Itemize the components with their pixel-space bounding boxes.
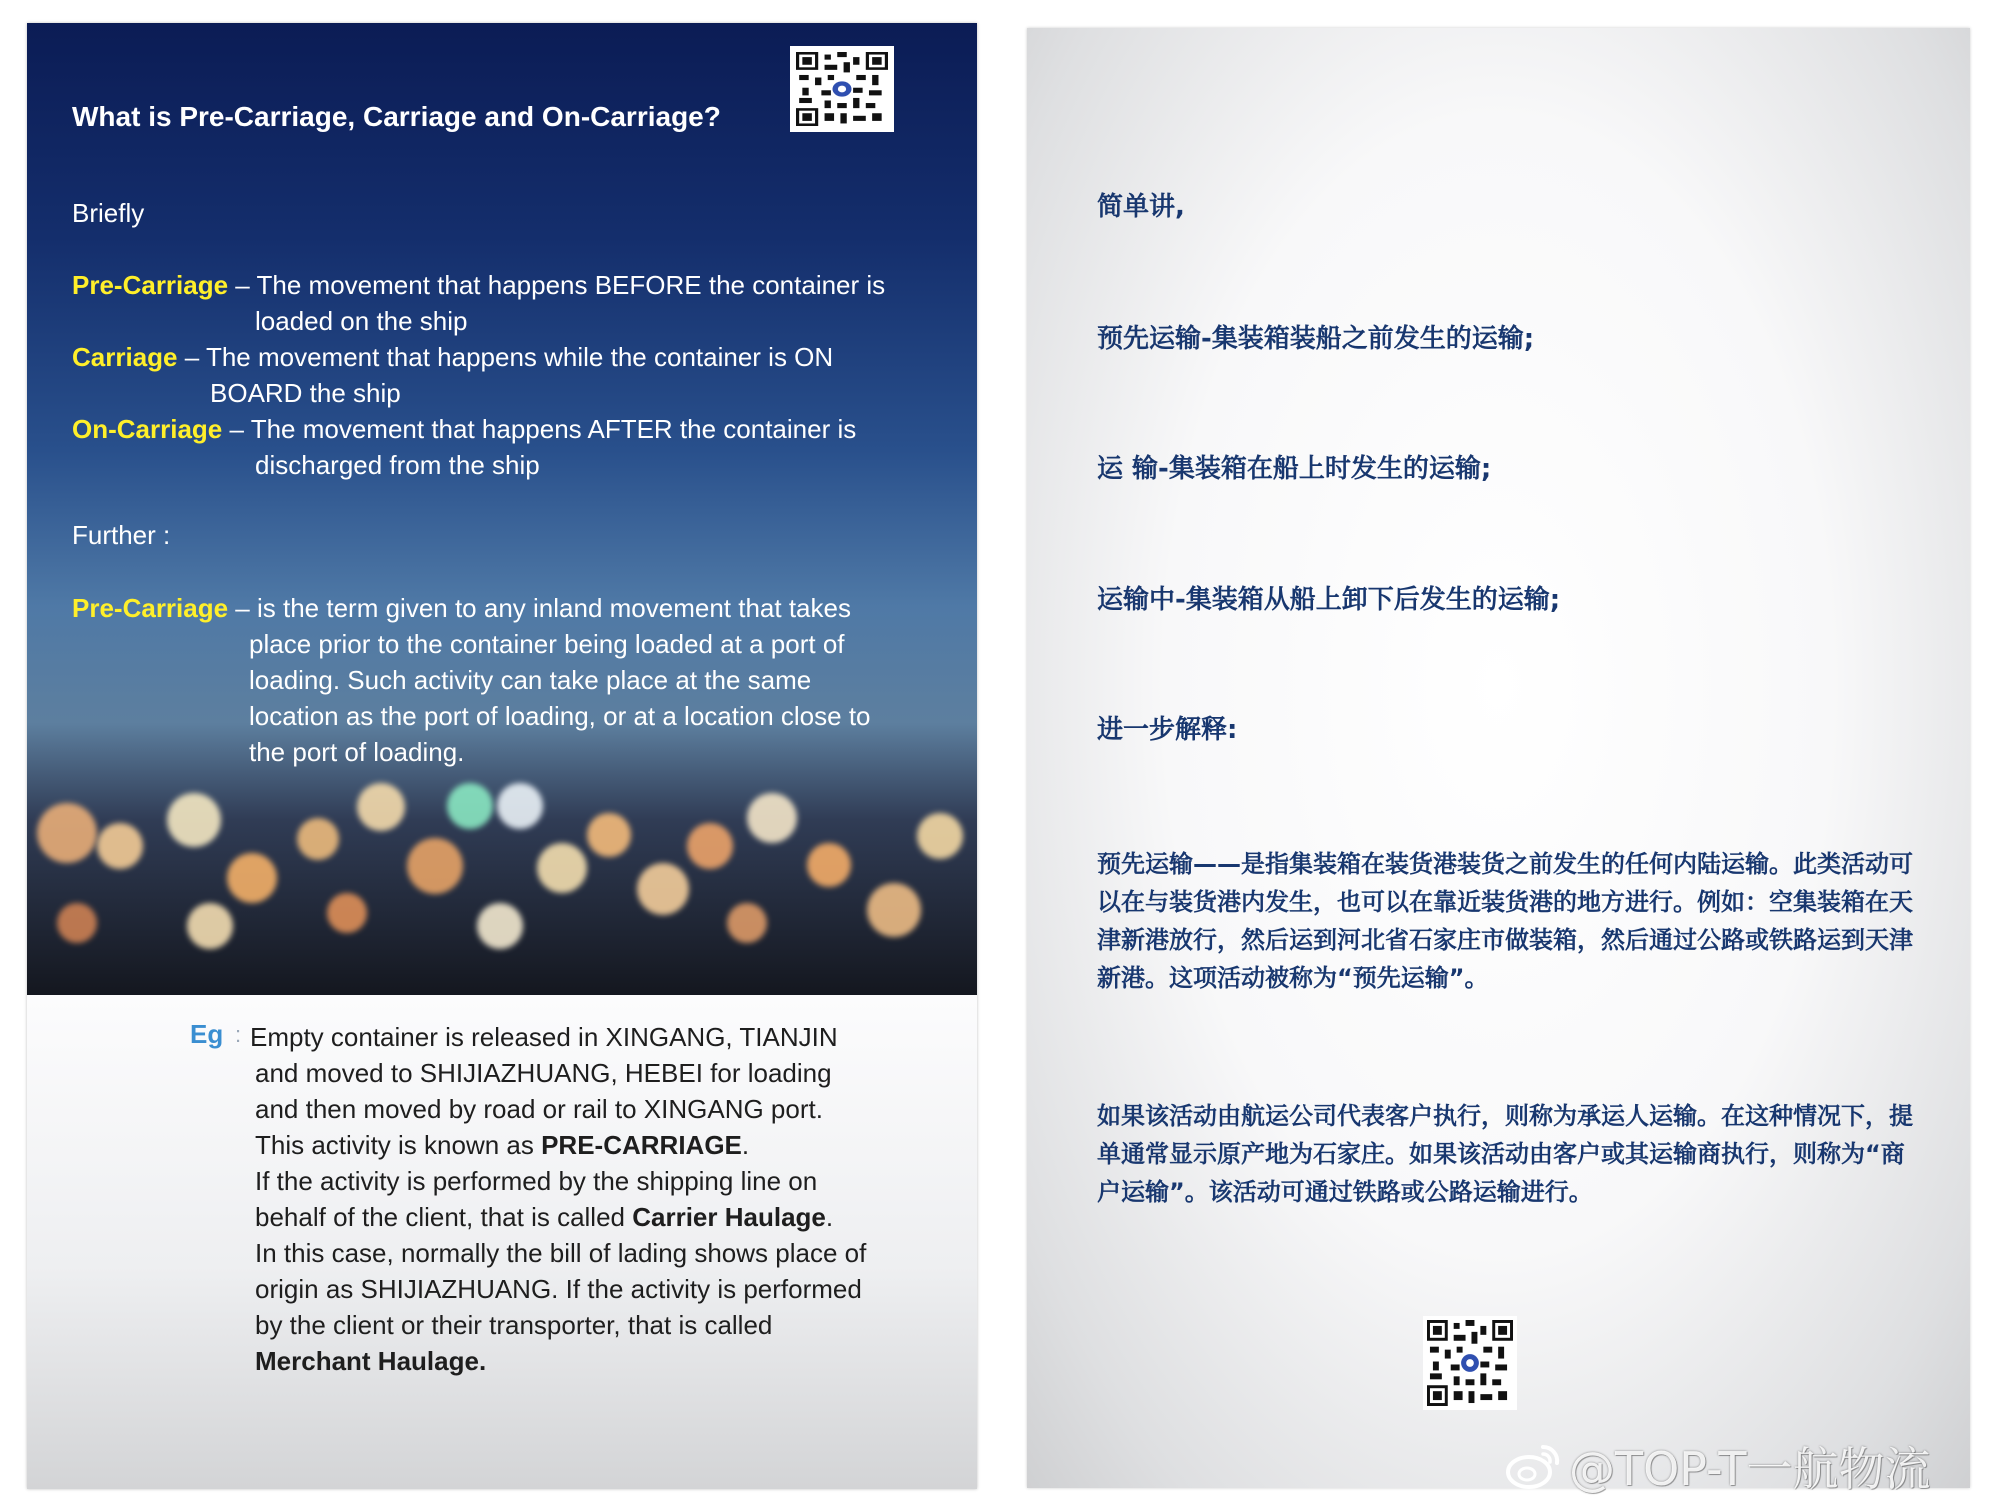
definition-text: – The movement that happens while the container is ON — [177, 342, 834, 372]
weibo-watermark — [1505, 1433, 1931, 1499]
intro-text: 简单讲, — [1097, 192, 1185, 222]
definition-on-carriage-zh: 运输中-集装箱从船上卸下后发生的运输; — [1097, 585, 1561, 615]
left-card-english — [27, 23, 977, 1489]
definition-continuation: the port of loading. — [249, 737, 465, 767]
further-label: Further : — [72, 520, 171, 550]
further-label-zh: 进一步解释: — [1097, 715, 1238, 745]
qr-code-icon — [790, 46, 894, 132]
page-title: What is Pre-Carriage, Carriage and On-Carriage? — [72, 101, 721, 132]
example-line: by the client or their transporter, that is called — [255, 1310, 773, 1340]
term-label: Pre-Carriage — [72, 593, 229, 623]
example-line: Empty container is released in XINGANG, TIANJIN — [250, 1022, 838, 1052]
example-line: origin as SHIJIAZHUANG. If the activity is performed — [255, 1274, 862, 1304]
definition-pre-carriage — [72, 267, 885, 303]
example-separator: : — [235, 1022, 242, 1047]
definition-pre-carriage-zh: 预先运输-集装箱装船之前发生的运输; — [1097, 324, 1535, 354]
watermark-text: @TOP-T一航物流 — [1569, 1442, 1931, 1496]
qr-code-icon — [1423, 1316, 1517, 1410]
briefly-label: Briefly — [72, 198, 145, 228]
definition-text: – The movement that happens BEFORE the container is — [228, 270, 886, 300]
definition-carriage-zh: 运 输-集装箱在船上时发生的运输; — [1097, 454, 1492, 484]
definition-continuation: loading. Such activity can take place at the same — [249, 665, 812, 695]
weibo-icon — [1505, 1441, 1563, 1491]
term-label: Pre-Carriage — [72, 270, 229, 300]
example-line: Merchant Haulage. — [255, 1346, 487, 1376]
term-label: Carriage — [72, 342, 178, 372]
definition-on-carriage — [72, 411, 856, 447]
right-card-chinese — [1027, 28, 1970, 1488]
example-line: This activity is known as PRE-CARRIAGE. — [255, 1130, 750, 1160]
example-line: In this case, normally the bill of lading shows place of — [255, 1238, 867, 1268]
definition-continuation: place prior to the container being loaded at a port of — [249, 629, 845, 659]
definition-continuation: discharged from the ship — [255, 450, 540, 480]
definition-continuation: location as the port of loading, or at a location close to — [249, 701, 871, 731]
definition-carriage — [72, 339, 833, 375]
example-line: and then moved by road or rail to XINGANG port. — [255, 1094, 823, 1124]
example-line: behalf of the client, that is called Carrier Haulage. — [255, 1202, 834, 1232]
night-bokeh-background — [27, 23, 977, 995]
paragraph-haulage-zh: 如果该活动由航运公司代表客户执行，则称为承运人运输。在这种情况下，提单通常显示原产地为石家庄。如果该活动由客户或其运输商执行，则称为“商户运输”。该活动可通过铁路或公路运输进行。 — [1097, 1102, 1913, 1206]
definition-text: – The movement that happens AFTER the container is — [222, 414, 857, 444]
definition-text: – is the term given to any inland movement that takes — [228, 593, 851, 623]
definition-continuation: loaded on the ship — [255, 306, 468, 336]
definition-continuation: BOARD the ship — [210, 378, 401, 408]
example-line: and moved to SHIJIAZHUANG, HEBEI for loading — [255, 1058, 832, 1088]
paragraph-pre-carriage-zh: 预先运输——是指集装箱在装货港装货之前发生的任何内陆运输。此类活动可以在与装货港内发生，也可以在靠近装货港的地方进行。例如：空集装箱在天津新港放行，然后运到河北省石家庄市做装箱，然后通过公路或铁路运到天津新港。这项活动被称为“预先运输”。 — [1097, 850, 1913, 992]
example-line: If the activity is performed by the shipping line on — [255, 1166, 818, 1196]
term-label: On-Carriage — [72, 414, 223, 444]
further-definition-pre-carriage — [72, 590, 851, 626]
example-label: Eg — [190, 1019, 224, 1049]
